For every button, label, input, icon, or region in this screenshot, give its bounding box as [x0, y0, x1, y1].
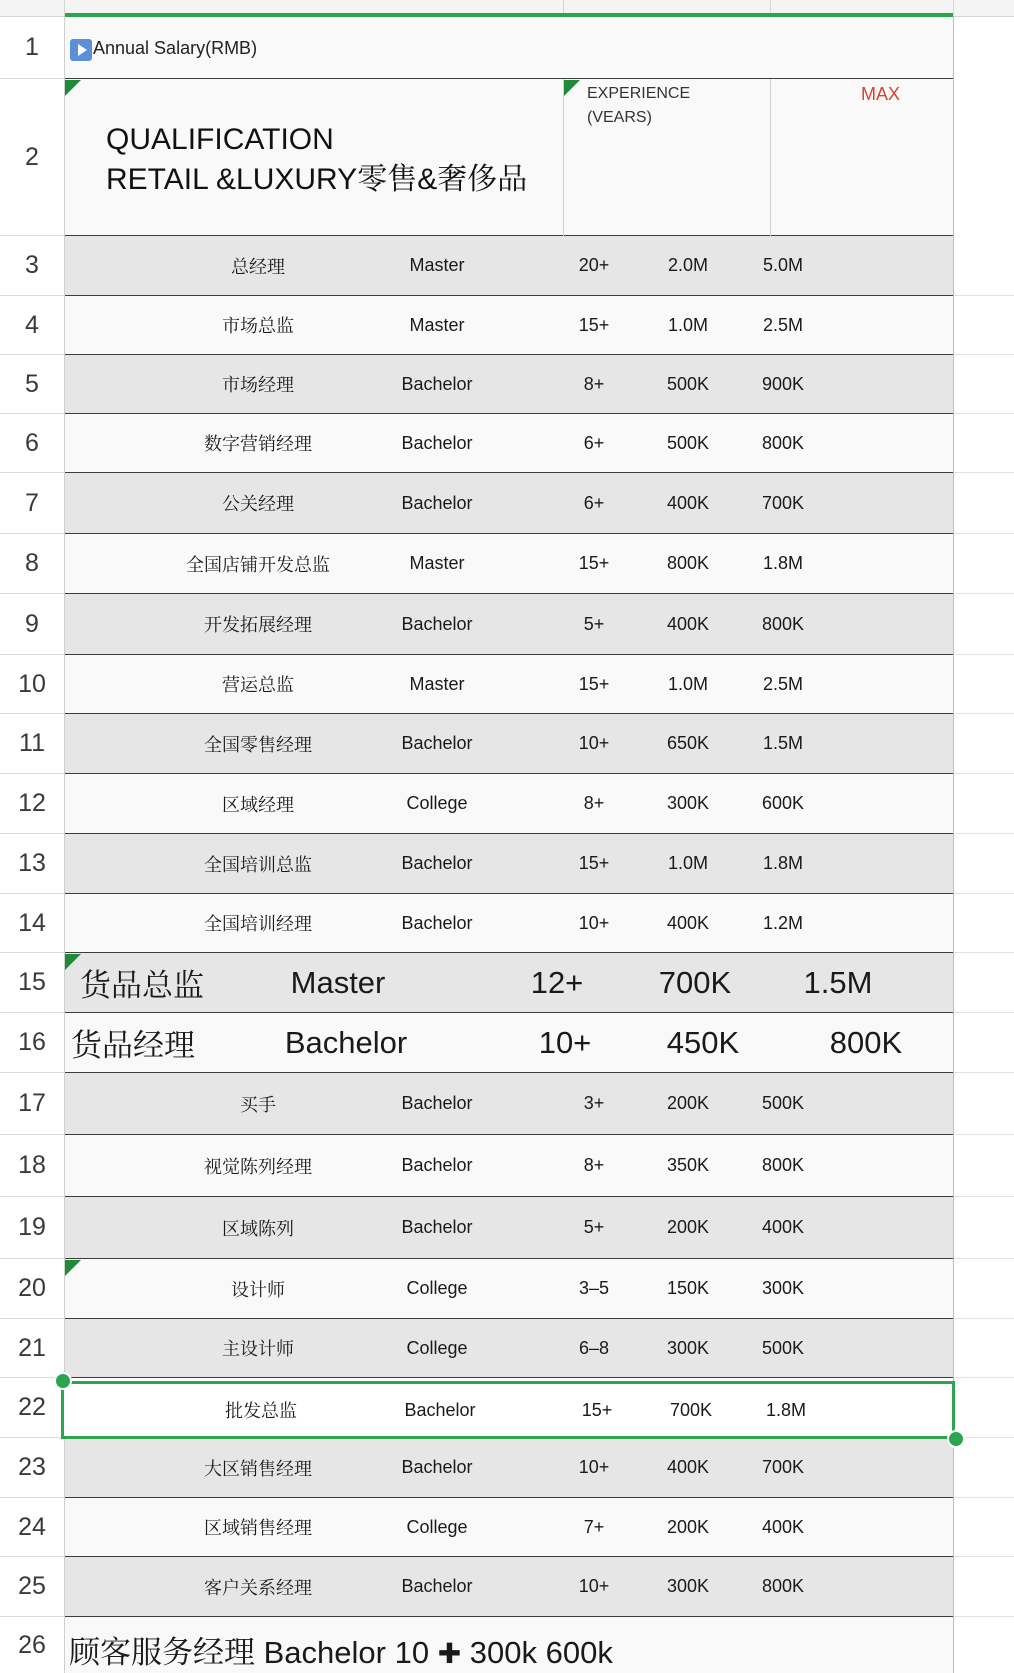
gridline — [954, 893, 1014, 894]
header-line: EXPERIENCE — [587, 85, 691, 102]
cell-degree[interactable]: Bachelor — [401, 613, 473, 634]
cell-title[interactable]: 数字营销经理 — [204, 434, 312, 454]
gridline — [954, 472, 1014, 473]
cell-exp[interactable]: 3+ — [583, 1093, 605, 1113]
max-header: MAX — [861, 84, 901, 104]
row-number[interactable]: 16 — [0, 1013, 64, 1073]
row-number[interactable]: 1 — [0, 17, 64, 79]
table-row[interactable] — [65, 894, 953, 953]
cell-title[interactable]: 市场经理 — [222, 375, 294, 395]
cell-min[interactable]: 2.0M — [667, 255, 709, 275]
row-number[interactable]: 11 — [0, 714, 64, 774]
cell-degree[interactable]: Bachelor — [401, 1217, 473, 1237]
table-row[interactable] — [65, 594, 953, 655]
row26-text: 顾客服务经理 Bachelor 10 — [69, 1635, 430, 1670]
gridline — [954, 1072, 1014, 1073]
cell-min[interactable]: 350K — [666, 1155, 710, 1175]
cell-min[interactable]: 200K — [666, 1093, 710, 1113]
cell-degree[interactable]: College — [406, 1337, 468, 1358]
cell-degree[interactable]: Master — [409, 673, 465, 694]
play-icon — [70, 39, 92, 61]
table-row[interactable] — [65, 473, 953, 534]
gridline — [954, 654, 1014, 655]
cell-degree[interactable]: Bachelor — [401, 733, 473, 753]
table-row[interactable] — [65, 1498, 953, 1557]
cell-min[interactable]: 800K — [666, 553, 710, 573]
cell-degree[interactable]: Master — [409, 553, 465, 573]
plus-icon: ✚ — [437, 1638, 462, 1669]
table-row[interactable] — [65, 414, 953, 473]
gridline — [954, 533, 1014, 534]
cell-min[interactable]: 1.0M — [667, 673, 709, 694]
cell-title[interactable]: 全国培训总监 — [204, 854, 312, 875]
cell-degree[interactable]: Bachelor — [401, 1457, 473, 1477]
gridline — [954, 833, 1014, 834]
cell-exp[interactable]: 8+ — [583, 373, 605, 394]
cell-title[interactable]: 全国培训经理 — [204, 914, 312, 934]
cell-min[interactable]: 400K — [666, 613, 710, 634]
header-line: QUALIFICATION — [106, 123, 334, 156]
cell-max[interactable]: 500K — [761, 1093, 805, 1113]
cell-exp[interactable]: 15+ — [581, 1399, 613, 1420]
row-number[interactable]: 5 — [0, 355, 64, 414]
cell-max[interactable]: 800K — [761, 1155, 805, 1175]
row-number[interactable]: 7 — [0, 473, 64, 534]
cell-exp[interactable]: 5+ — [583, 613, 605, 634]
row-number[interactable]: 26 — [0, 1617, 64, 1673]
cell-min[interactable]: 700K — [669, 1399, 713, 1420]
cell-min[interactable]: 400K — [666, 912, 710, 933]
gridline — [954, 1497, 1014, 1498]
gridline — [954, 1556, 1014, 1557]
cell-min[interactable]: 150K — [666, 1278, 710, 1298]
cell-title[interactable]: 买手 — [240, 1094, 276, 1115]
row-number[interactable]: 25 — [0, 1557, 64, 1617]
cell-min[interactable]: 400K — [666, 1457, 710, 1477]
cell-exp[interactable]: 15+ — [578, 673, 610, 694]
row-number[interactable]: 15 — [0, 953, 64, 1013]
cell-max[interactable]: 700K — [761, 1457, 805, 1477]
cell-title[interactable]: 总经理 — [231, 256, 285, 277]
cell-degree[interactable]: College — [406, 1278, 468, 1298]
cell-max[interactable]: 1.5M — [762, 733, 804, 753]
gridline — [954, 295, 1014, 296]
cell-title[interactable]: 主设计师 — [222, 1339, 294, 1359]
table-row[interactable] — [65, 1135, 953, 1197]
cell-min[interactable]: 500K — [666, 432, 710, 453]
cell-max[interactable]: 1.2M — [762, 912, 804, 933]
cell-title[interactable]: 货品经理 — [71, 1028, 195, 1063]
cell-title[interactable]: 开发拓展经理 — [204, 615, 312, 635]
cell-min[interactable]: 650K — [666, 733, 710, 753]
cell-min[interactable]: 300K — [666, 793, 710, 813]
cell-max[interactable]: 600K — [761, 793, 805, 813]
cell-max[interactable]: 1.8M — [762, 853, 804, 873]
gridline — [954, 713, 1014, 714]
column-divider — [953, 0, 954, 16]
cell-title[interactable]: 区域销售经理 — [204, 1518, 312, 1538]
gridline — [954, 413, 1014, 414]
selection-handle[interactable] — [54, 1372, 72, 1390]
selection-handle[interactable] — [947, 1430, 965, 1448]
cell-title[interactable]: 全国店铺开发总监 — [186, 554, 330, 575]
qualification-header — [106, 120, 527, 200]
row-number[interactable]: 4 — [0, 296, 64, 355]
cell-degree[interactable]: Bachelor — [401, 1576, 473, 1596]
header-line: RETAIL &LUXURY零售&奢侈品 — [106, 163, 528, 196]
cell-max[interactable]: 300K — [761, 1278, 805, 1298]
cell-exp[interactable]: 20+ — [578, 255, 610, 275]
cell-title[interactable]: 营运总监 — [222, 675, 294, 695]
table-row[interactable] — [65, 1073, 953, 1135]
table-row[interactable] — [65, 714, 953, 774]
table-row[interactable] — [65, 236, 953, 296]
cell-max[interactable]: 800K — [761, 432, 805, 453]
row-number[interactable]: 13 — [0, 834, 64, 894]
cell-min[interactable]: 1.0M — [667, 314, 709, 335]
cell-max[interactable]: 1.8M — [765, 1399, 807, 1420]
cell-min[interactable]: 500K — [666, 373, 710, 394]
cell-min[interactable]: 400K — [666, 492, 710, 513]
cell-degree[interactable]: Master — [409, 255, 465, 275]
cell-max[interactable]: 800K — [761, 1576, 805, 1596]
cell-max[interactable]: 800K — [761, 613, 805, 634]
comment-marker[interactable] — [564, 80, 580, 96]
cell-exp[interactable]: 6+ — [583, 492, 605, 513]
cell-title[interactable]: 批发总监 — [225, 1401, 297, 1421]
row-number[interactable]: 21 — [0, 1319, 64, 1378]
cell-title[interactable]: 大区销售经理 — [204, 1458, 312, 1479]
cell-title[interactable]: 市场总监 — [222, 316, 294, 336]
row-number[interactable]: 8 — [0, 534, 64, 594]
cell-min[interactable]: 200K — [666, 1217, 710, 1237]
table-row[interactable] — [65, 1197, 953, 1259]
gridline — [954, 354, 1014, 355]
cell-exp[interactable]: 10+ — [578, 1457, 610, 1477]
cell-exp[interactable]: 3–5 — [578, 1278, 610, 1298]
sheet-heading: Annual Salary(RMB) — [93, 38, 258, 58]
cell-max[interactable]: 5.0M — [762, 255, 804, 275]
cell-max[interactable]: 2.5M — [762, 314, 804, 335]
cell-max[interactable]: 800K — [829, 1024, 903, 1060]
table-row[interactable] — [65, 296, 953, 355]
table-row[interactable] — [65, 1557, 953, 1617]
cell-title[interactable]: 设计师 — [231, 1279, 285, 1300]
comment-marker[interactable] — [65, 954, 81, 970]
row-number[interactable]: 12 — [0, 774, 64, 834]
cell-degree[interactable]: Master — [409, 314, 465, 335]
cell-exp[interactable]: 10+ — [578, 733, 610, 753]
comment-marker[interactable] — [65, 80, 81, 96]
cell-degree[interactable]: College — [406, 1516, 468, 1537]
cell-max[interactable]: 1.5M — [803, 964, 873, 1000]
cell-max[interactable]: 2.5M — [762, 673, 804, 694]
table-row[interactable] — [65, 1438, 953, 1498]
gridline — [954, 1616, 1014, 1617]
cell-min[interactable]: 300K — [666, 1576, 710, 1596]
cell-max[interactable]: 500K — [761, 1337, 805, 1358]
table-row[interactable] — [65, 1259, 953, 1319]
row-number[interactable]: 19 — [0, 1197, 64, 1259]
cell-exp[interactable]: 6+ — [583, 432, 605, 453]
cell-min[interactable]: 1.0M — [667, 853, 709, 873]
cell-exp[interactable]: 15+ — [578, 553, 610, 573]
cell-exp[interactable]: 8+ — [583, 1155, 605, 1175]
cell-exp[interactable]: 5+ — [583, 1217, 605, 1237]
cell-min[interactable]: 700K — [658, 964, 732, 1000]
cell-exp[interactable]: 8+ — [583, 793, 605, 813]
cell-max[interactable]: 900K — [761, 373, 805, 394]
gridline — [954, 773, 1014, 774]
cell-title[interactable]: 公关经理 — [222, 494, 294, 514]
row-number[interactable]: 22 — [0, 1378, 64, 1438]
gridline — [954, 952, 1014, 953]
cell-title[interactable]: 客户关系经理 — [204, 1577, 312, 1598]
header-line: (VEARS) — [587, 109, 652, 126]
cell-degree[interactable]: Bachelor — [401, 1093, 473, 1113]
cell-exp[interactable]: 10+ — [578, 912, 610, 933]
cell-degree[interactable]: Bachelor — [401, 432, 473, 453]
column-divider — [563, 79, 564, 236]
row26-rest: 300k 600k — [469, 1635, 613, 1670]
gridline — [954, 593, 1014, 594]
cell-title[interactable]: 区域经理 — [222, 794, 294, 815]
table-row[interactable] — [65, 1319, 953, 1378]
table-row[interactable] — [65, 655, 953, 714]
table-row[interactable] — [65, 953, 953, 1013]
cell-title[interactable]: 视觉陈列经理 — [204, 1156, 312, 1177]
cell-exp[interactable]: 10+ — [538, 1024, 592, 1060]
comment-marker[interactable] — [65, 1260, 81, 1276]
cell-min[interactable]: 200K — [666, 1516, 710, 1537]
table-row[interactable] — [65, 534, 953, 594]
cell-degree[interactable]: Bachelor — [401, 373, 473, 394]
row-number[interactable]: 3 — [0, 236, 64, 296]
gridline — [954, 1258, 1014, 1259]
row-number[interactable]: 14 — [0, 894, 64, 953]
row-number[interactable]: 20 — [0, 1259, 64, 1319]
gridline — [954, 1318, 1014, 1319]
cell-max[interactable]: 400K — [761, 1217, 805, 1237]
row-number[interactable]: 18 — [0, 1135, 64, 1197]
gridline — [954, 1377, 1014, 1378]
cell-exp[interactable]: 6–8 — [578, 1337, 610, 1358]
cell-degree[interactable]: Bachelor — [284, 1024, 408, 1060]
cell-degree[interactable]: Bachelor — [401, 853, 473, 873]
cell-max[interactable]: 400K — [761, 1516, 805, 1537]
row-number[interactable]: 24 — [0, 1498, 64, 1557]
cell-max[interactable]: 1.8M — [762, 553, 804, 573]
row-number[interactable]: 2 — [0, 79, 64, 236]
cell-title[interactable]: 货品总监 — [80, 968, 204, 1003]
table-row[interactable] — [65, 355, 953, 414]
gridline — [954, 1196, 1014, 1197]
cell-max[interactable]: 700K — [761, 492, 805, 513]
column-divider — [770, 79, 771, 236]
row-number[interactable]: 9 — [0, 594, 64, 655]
table-row[interactable] — [65, 1617, 953, 1673]
cell-exp[interactable]: 15+ — [578, 853, 610, 873]
cell-degree[interactable]: Master — [290, 964, 386, 1000]
row-number[interactable]: 23 — [0, 1438, 64, 1498]
cell-degree[interactable]: College — [406, 793, 468, 813]
row-number[interactable]: 6 — [0, 414, 64, 473]
cell-min[interactable]: 300K — [666, 1337, 710, 1358]
cell-exp[interactable]: 12+ — [530, 964, 584, 1000]
cell-selection[interactable] — [61, 1381, 955, 1439]
table-row[interactable] — [65, 834, 953, 894]
cell-degree[interactable]: Bachelor — [401, 912, 473, 933]
cell-min[interactable]: 450K — [666, 1024, 740, 1060]
cell-degree[interactable]: Bachelor — [404, 1399, 476, 1420]
cell-exp[interactable]: 7+ — [583, 1516, 605, 1537]
cell-title[interactable]: 区域陈列 — [222, 1218, 294, 1239]
cell-title[interactable]: 全国零售经理 — [204, 734, 312, 755]
cell-exp[interactable]: 15+ — [578, 314, 610, 335]
gridline — [954, 1012, 1014, 1013]
row-number[interactable]: 17 — [0, 1073, 64, 1135]
table-row[interactable] — [65, 1013, 953, 1073]
cell-exp[interactable]: 10+ — [578, 1576, 610, 1596]
gridline — [954, 1134, 1014, 1135]
cell-degree[interactable]: Bachelor — [401, 1155, 473, 1175]
table-row[interactable] — [65, 774, 953, 834]
experience-header — [587, 82, 690, 130]
cell-degree[interactable]: Bachelor — [401, 492, 473, 513]
row-number[interactable]: 10 — [0, 655, 64, 714]
